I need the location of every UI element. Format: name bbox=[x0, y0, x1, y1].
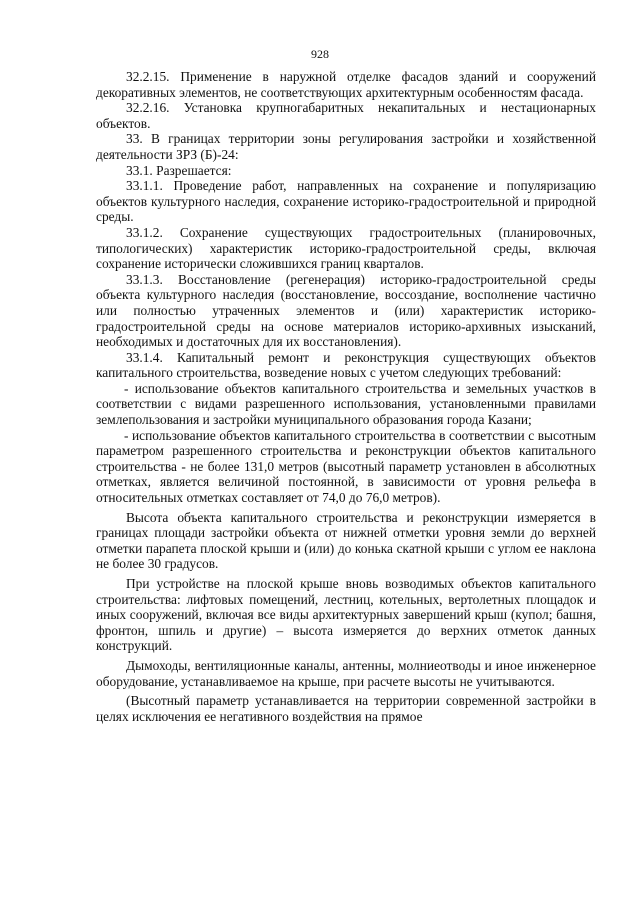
bullet-land-use: - использование объектов капитального строительства и земельных участков в соответствии с видами разрешенного использования, установленными правилами землепользования и застройки муниципального образования города Казани; bbox=[96, 380, 596, 428]
paragraph-33: 33. В границах территории зоны регулирования застройки и хозяйственной деятельности ЗРЗ (Б)-24: bbox=[96, 131, 596, 162]
paragraph-chimneys: Дымоходы, вентиляционные каналы, антенны, молниеотводы и иное инженерное оборудование, устанавливаемое на крыше, при расчете высоты не учитываются. bbox=[96, 657, 596, 689]
paragraph-33-1-3: 33.1.3. Восстановление (регенерация) историко-градостроительной среды объекта культурного наследия (восстановление, воссоздание, восполнение частично или полностью утраченных элементов и (или) характеристик историко-градостроительной среды на основе материалов историко-архивных изысканий, необходимых и достаточных для их восстановления). bbox=[96, 271, 596, 350]
paragraph-height-parameter-note: (Высотный параметр устанавливается на территории современной застройки в целях исключения ее негативного воздействия на прямое bbox=[96, 693, 596, 724]
bullet-height-parameter: - использование объектов капитального строительства в соответствии с высотным параметром разрешенного строительства и реконструкции объектов капитального строительства - не более 131,0 метров (высотный параметр установлен в абсолютных отметках, является величиной постоянной, в зависимости от уровня рельефа в относительных отметках составляет от 74,0 до 76,0 метров). bbox=[96, 427, 596, 506]
paragraph-33-1-4: 33.1.4. Капитальный ремонт и реконструкция существующих объектов капитального строительства, возведение новых с учетом следующих требований: bbox=[96, 349, 596, 381]
page-number: 928 bbox=[311, 47, 329, 61]
paragraph-33-1: 33.1. Разрешается: bbox=[126, 162, 232, 178]
paragraph-32-2-16: 32.2.16. Установка крупногабаритных некапитальных и нестационарных объектов. bbox=[96, 100, 596, 131]
paragraph-roof-structures: При устройстве на плоской крыше вновь возводимых объектов капитального строительства: лифтовых помещений, лестниц, котельных, вертолетных площадок и иных сооружений, включая все виды архитектурных завершений крыш (купол; башня, фронтон, шпиль и другие) – высота измеряется до верхних отметок данных конструкций. bbox=[96, 576, 596, 654]
paragraph-height-measurement: Высота объекта капитального строительства и реконструкции измеряется в границах площади застройки объекта от нижней отметки уровня земли до верхней отметки парапета плоской крыши и (или) до конька скатной крыши с углом ее наклона не более 30 градусов. bbox=[96, 509, 596, 572]
paragraph-33-1-1: 33.1.1. Проведение работ, направленных на сохранение и популяризацию объектов культурного наследия, сохранение историко-градостроительной и природной среды. bbox=[96, 178, 596, 225]
document-body bbox=[96, 69, 596, 724]
paragraph-32-2-15: 32.2.15. Применение в наружной отделке фасадов зданий и сооружений декоративных элементов, не соответствующих архитектурным особенностям фасада. bbox=[96, 69, 596, 100]
paragraph-33-1-2: 33.1.2. Сохранение существующих градостроительных (планировочных, типологических) характеристик историко-градостроительной среды, включая сохранение исторически сложившихся границ кварталов. bbox=[96, 224, 596, 272]
